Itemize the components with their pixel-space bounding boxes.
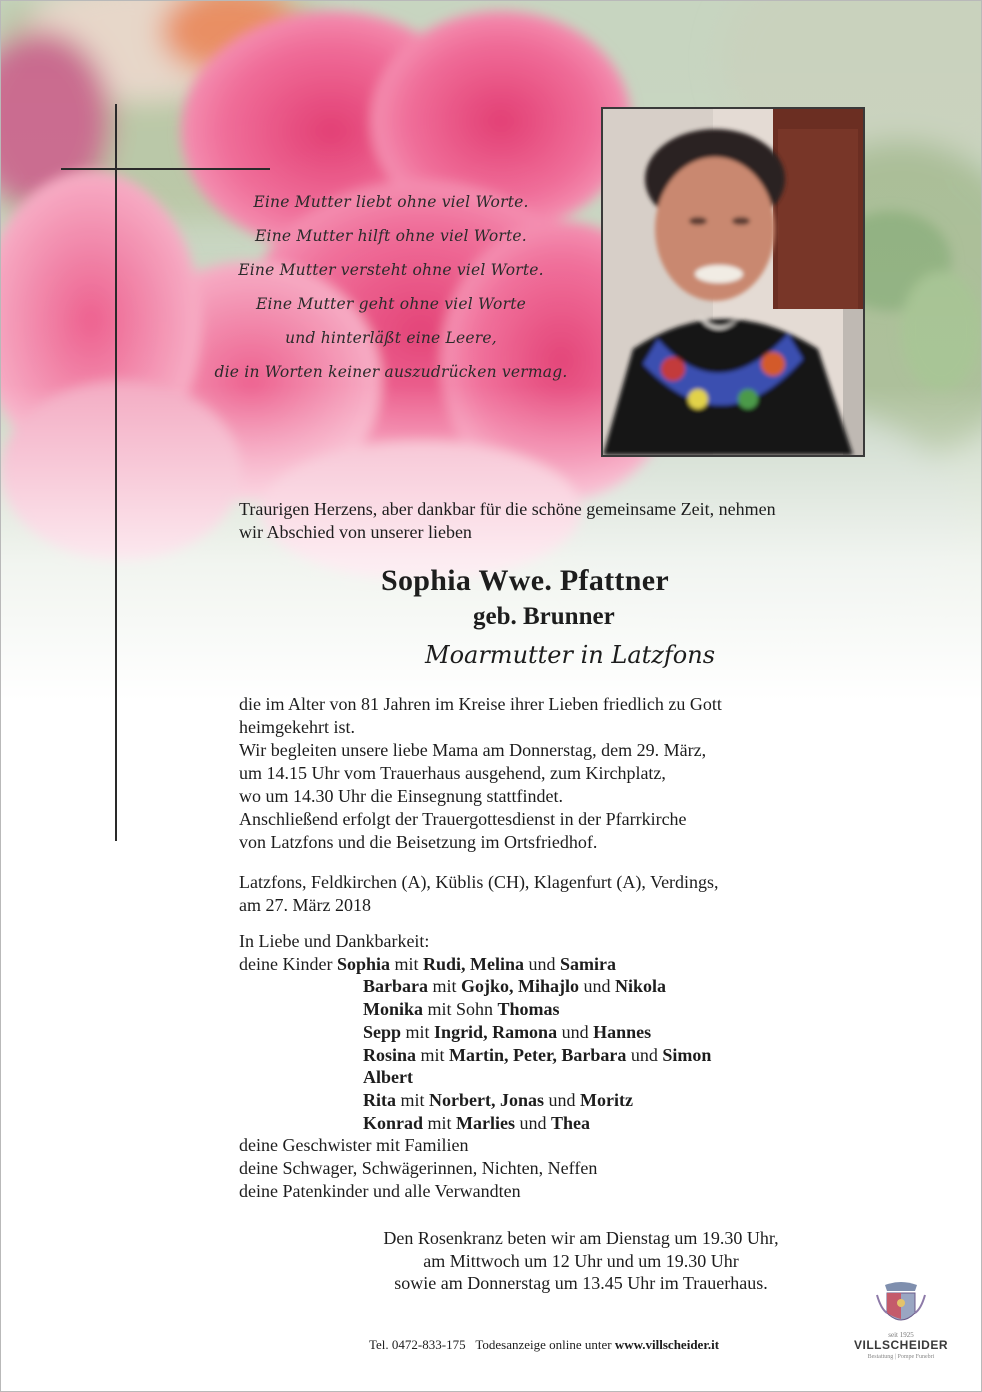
date-line: am 27. März 2018: [239, 895, 371, 915]
child-row: [239, 1066, 711, 1089]
detail-line: Wir begleiten unsere liebe Mama am Donnerstag, dem 29. März,: [239, 740, 707, 760]
grandchildren: Ingrid, Ramona: [434, 1021, 558, 1042]
child-connector: und: [519, 1112, 547, 1133]
grandchildren: Martin, Peter, Barbara: [449, 1044, 627, 1065]
funeral-home-logo: [841, 1279, 961, 1369]
detail-line: die im Alter von 81 Jahren im Kreise ihrer Lieben friedlich zu Gott: [239, 694, 722, 714]
poem-line: Eine Mutter hilft ohne viel Worte.: [255, 227, 527, 245]
grandchildren: Nikola: [615, 976, 667, 997]
place-date: [239, 871, 719, 917]
intro-line: wir Abschied von unserer lieben: [239, 522, 472, 542]
detail-line: wo um 14.30 Uhr die Einsegnung stattfindet.: [239, 786, 563, 806]
grandchildren: Gojko, Mihajlo: [461, 976, 580, 997]
child-name: Konrad: [363, 1112, 424, 1133]
footer: [369, 1337, 719, 1353]
child-connector: mit: [420, 1044, 445, 1065]
grandchildren: Marlies: [456, 1112, 516, 1133]
poem-line: Eine Mutter geht ohne viel Worte: [256, 295, 526, 313]
poem-line: und hinterläßt eine Leere,: [285, 329, 497, 347]
child-connector: mit: [394, 953, 419, 974]
cross-vertical-bar: [115, 104, 117, 841]
child-name: Barbara: [363, 976, 428, 997]
grandchildren: Hannes: [593, 1021, 652, 1042]
rosary-line: am Mittwoch um 12 Uhr und um 19.30 Uhr: [423, 1250, 739, 1271]
child-row: [239, 1112, 711, 1135]
logo-brand: VILLSCHEIDER: [853, 1338, 948, 1352]
relatives-line: deine Geschwister mit Familien: [239, 1135, 469, 1156]
logo-subtitle: Bestattung | Pompe Funebri: [867, 1354, 935, 1360]
grandchildren: Thea: [551, 1112, 591, 1133]
detail-line: um 14.15 Uhr vom Trauerhaus ausgehend, zum Kirchplatz,: [239, 763, 666, 783]
grandchildren: Thomas: [497, 999, 560, 1020]
footer-online-text: Todesanzeige online unter: [475, 1337, 612, 1352]
rosary-line: Den Rosenkranz beten wir am Dienstag um 19.30 Uhr,: [383, 1228, 779, 1248]
portrait-photo: [601, 107, 865, 457]
footer-phone: Tel. 0472-833-175: [369, 1337, 466, 1352]
children-prefix: deine Kinder: [239, 953, 333, 974]
cross-horizontal-bar: [61, 168, 270, 170]
place-line: Latzfons, Feldkirchen (A), Küblis (CH), Klagenfurt (A), Verdings,: [239, 872, 719, 892]
family-heading: In Liebe und Dankbarkeit:: [239, 931, 430, 951]
child-connector: und: [528, 953, 556, 974]
poem-line: die in Worten keiner auszudrücken vermag.: [214, 363, 568, 381]
crest-icon: [841, 1279, 961, 1331]
child-name: Monika: [363, 999, 424, 1020]
poem-line: Eine Mutter liebt ohne viel Worte.: [253, 193, 529, 211]
poem: [191, 185, 591, 389]
grandchildren: Simon: [662, 1044, 712, 1065]
grandchildren: Norbert, Jonas: [429, 1089, 545, 1110]
child-row: [239, 1089, 711, 1112]
child-connector: und: [548, 1089, 576, 1110]
child-connector: mit: [400, 1089, 425, 1110]
deceased-name: Sophia Wwe. Pfattner: [381, 564, 669, 597]
child-connector: mit: [432, 976, 457, 997]
grandchildren: Rudi, Melina: [423, 953, 525, 974]
child-connector: und: [561, 1021, 589, 1042]
child-row: [239, 1044, 711, 1067]
intro-text: [239, 498, 919, 544]
child-connector: mit Sohn: [427, 999, 494, 1020]
child-connector: mit: [405, 1021, 430, 1042]
family-list: [239, 930, 711, 1202]
child-row: [239, 998, 711, 1021]
relatives-line: deine Schwager, Schwägerinnen, Nichten, Neffen: [239, 1158, 598, 1179]
poem-line: Eine Mutter versteht ohne viel Worte.: [238, 261, 544, 279]
logo-since: seit 1925: [888, 1331, 914, 1339]
detail-line: Anschließend erfolgt der Trauergottesdienst in der Pfarrkirche: [239, 809, 687, 829]
footer-url[interactable]: www.villscheider.it: [614, 1337, 720, 1352]
child-connector: mit: [427, 1112, 452, 1133]
child-name: Rita: [363, 1089, 396, 1110]
detail-line: heimgekehrt ist.: [239, 717, 355, 737]
child-name: Sepp: [363, 1021, 402, 1042]
child-name: Rosina: [363, 1044, 417, 1065]
deceased-role: Moarmutter in Latzfons: [425, 641, 716, 669]
grandchildren: Moritz: [580, 1089, 633, 1110]
child-connector: und: [583, 976, 611, 997]
rosary-schedule: [301, 1227, 861, 1295]
birth-name: geb. Brunner: [473, 603, 615, 630]
relatives-line: deine Patenkinder und alle Verwandten: [239, 1180, 521, 1201]
child-connector: und: [630, 1044, 658, 1065]
child-row: [239, 975, 711, 998]
child-row: [239, 953, 711, 976]
child-name: Sophia: [336, 953, 391, 974]
child-name: Albert: [363, 1067, 413, 1088]
funeral-details: [239, 693, 879, 854]
detail-line: von Latzfons und die Beisetzung im Ortsfriedhof.: [239, 832, 598, 852]
grandchildren: Samira: [560, 953, 617, 974]
rosary-line: sowie am Donnerstag um 13.45 Uhr im Trauerhaus.: [394, 1273, 768, 1293]
intro-line: Traurigen Herzens, aber dankbar für die schöne gemeinsame Zeit, nehmen: [239, 499, 776, 519]
child-row: [239, 1021, 711, 1044]
